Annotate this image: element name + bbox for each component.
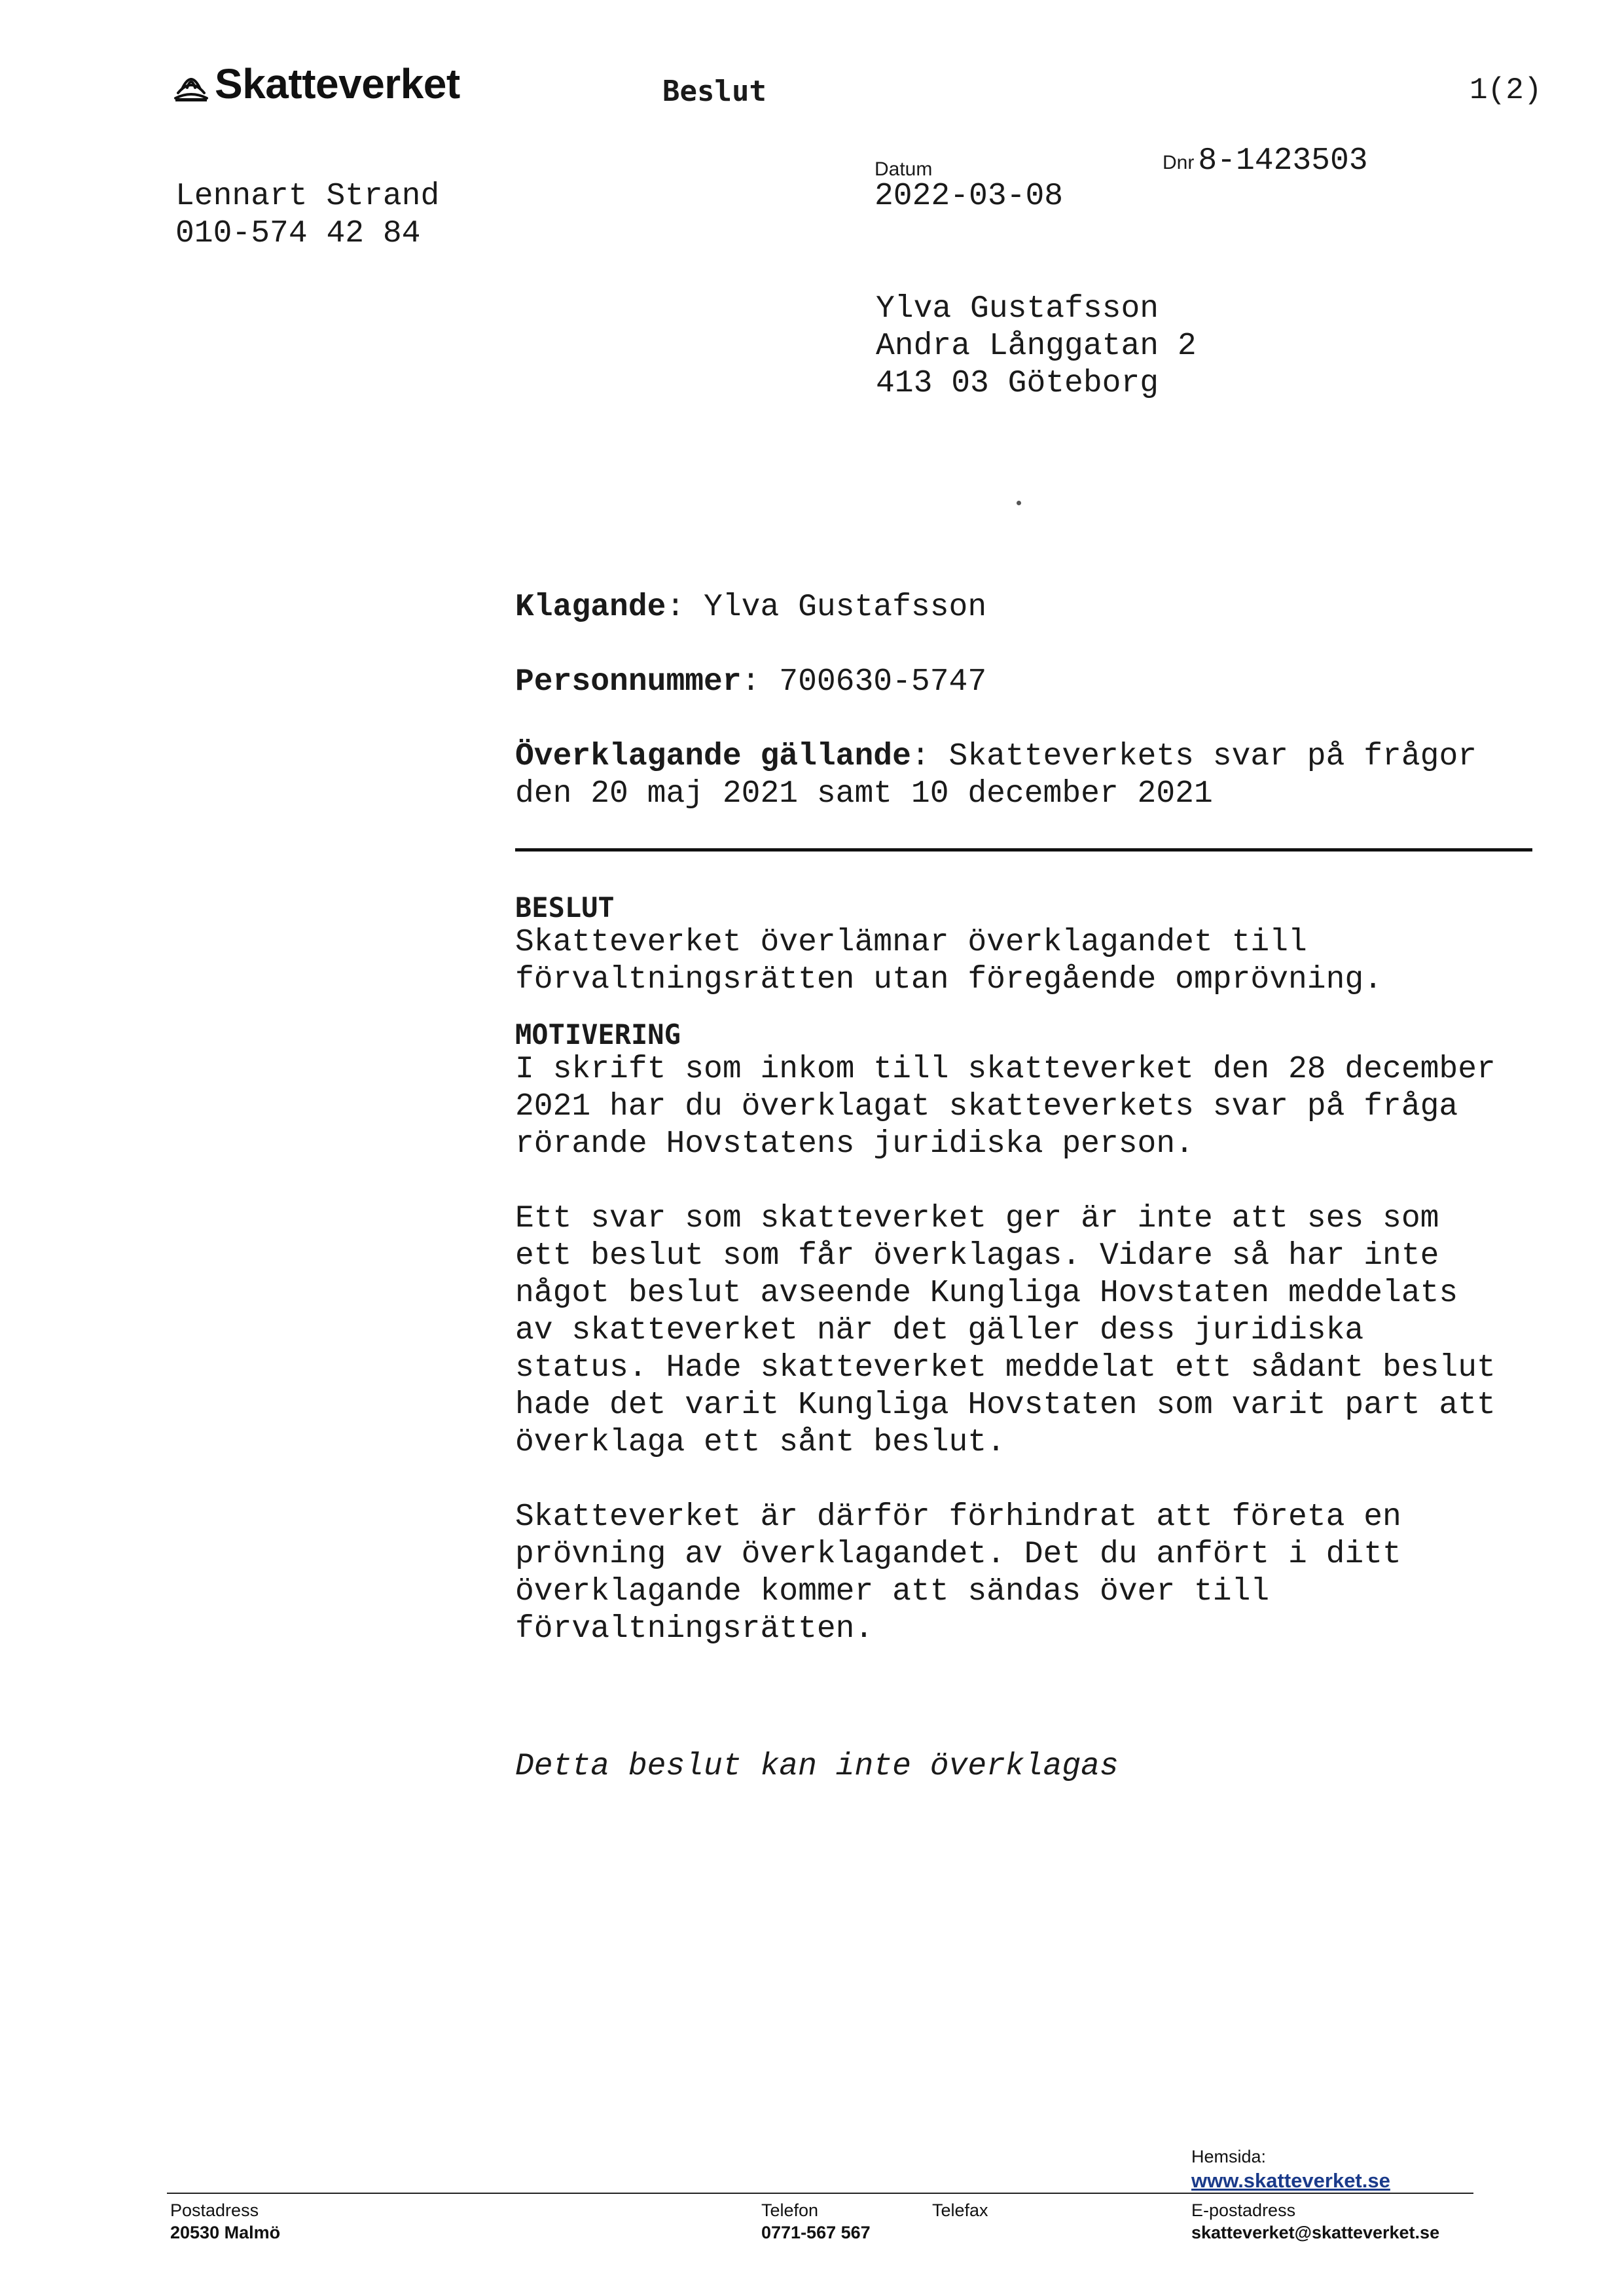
personnummer-value: 700630-5747	[779, 664, 987, 700]
footer-post-value: 20530 Malmö	[170, 2223, 281, 2242]
beslut-text: Skatteverket överlämnar överklagandet till förvaltningsrätten utan föregående omprövning.	[515, 925, 1383, 997]
page-number: 1(2)	[1470, 73, 1542, 107]
klagande-label: Klagande	[515, 590, 666, 625]
handler-block	[175, 178, 439, 253]
footer-web-label: Hemsida:	[1191, 2147, 1267, 2166]
motivering-heading: MOTIVERING	[515, 1018, 681, 1050]
document-type: Beslut	[662, 75, 767, 108]
recipient-street: Andra Långgatan 2	[876, 329, 1197, 364]
subject-value-1: Skatteverkets svar på frågor	[948, 739, 1477, 774]
motivering-paragraph-2: Ett svar som skatteverket ger är inte att ses som ett beslut som får överklagas. Vidare så har inte något beslut avseende Kungliga Hovstaten meddelats av skatteverket när det gäller dess juridiska status. Hade skatteverket meddelat ett sådant beslut hade det varit Kungliga Hovstaten som varit part att överklaga ett sånt beslut.	[515, 1201, 1496, 1460]
appeal-notice: Detta beslut kan inte överklagas	[515, 1749, 1119, 1784]
motivering-paragraph-1: I skrift som inkom till skatteverket den 28 december 2021 har du överklagat skatteverkets svar på fråga rörande Hovstatens juridiska person.	[515, 1052, 1496, 1162]
handler-phone: 010-574 42 84	[175, 216, 421, 251]
crown-emblem-icon	[171, 64, 211, 103]
recipient-address	[876, 291, 1197, 403]
case-parties	[515, 589, 1536, 813]
date-label: Datum	[875, 158, 933, 180]
subject-value-2: den 20 maj 2021 samt 10 december 2021	[515, 776, 1213, 812]
footer-phone-value: 0771-567 567	[761, 2223, 871, 2242]
footer-post-label: Postadress	[170, 2200, 259, 2220]
decision-body	[515, 891, 1562, 1648]
klagande-line: Klagande: Ylva Gustafsson	[515, 590, 987, 625]
footer-email-label: E-postadress	[1191, 2200, 1296, 2220]
recipient-name: Ylva Gustafsson	[876, 291, 1159, 327]
logo-wordmark: Skatteverket	[215, 60, 460, 107]
personnummer-label: Personnummer	[515, 664, 742, 700]
motivering-paragraph-3: Skatteverket är därför förhindrat att företa en prövning av överklagandet. Det du anfört i ditt överklagande kommer att sändas över till förvaltningsrätten.	[515, 1499, 1401, 1647]
subject-label: Överklagande gällande	[515, 739, 911, 774]
dnr-field	[1163, 143, 1368, 180]
footer-email-link[interactable]: skatteverket@skatteverket.se	[1191, 2223, 1440, 2242]
subject-line: Överklagande gällande: Skatteverkets svar på frågor	[515, 739, 1477, 774]
footer-phone-label: Telefon	[761, 2200, 819, 2220]
footer-divider	[167, 2193, 1473, 2194]
date-value: 2022-03-08	[875, 179, 1064, 214]
skatteverket-logo	[171, 58, 460, 110]
footer-fax-label: Telefax	[932, 2200, 988, 2220]
footer-website-link[interactable]: www.skatteverket.se	[1191, 2169, 1390, 2192]
klagande-value: Ylva Gustafsson	[704, 590, 987, 625]
section-divider	[515, 848, 1532, 852]
dnr-label: Dnr	[1163, 152, 1195, 173]
recipient-city: 413 03 Göteborg	[876, 366, 1159, 401]
beslut-heading: BESLUT	[515, 891, 615, 924]
dnr-value: 8-1423503	[1198, 143, 1368, 179]
scan-artifact	[1017, 501, 1021, 505]
handler-name: Lennart Strand	[175, 179, 440, 214]
personnummer-line: Personnummer: 700630-5747	[515, 664, 987, 700]
